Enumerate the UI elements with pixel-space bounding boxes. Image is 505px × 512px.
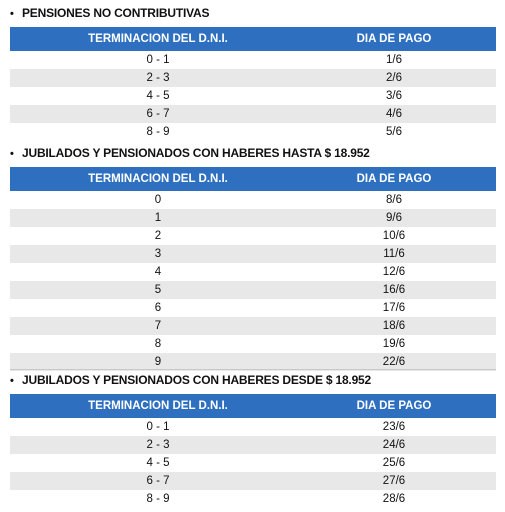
table-header-row	[10, 394, 496, 418]
bullet-marker: •	[10, 375, 14, 387]
table-row	[10, 209, 496, 227]
dni-cell: 8	[154, 338, 162, 350]
table-row	[10, 191, 496, 209]
dni-cell: 5	[10, 281, 320, 299]
date-cell: 11/6	[320, 245, 496, 263]
table-row	[10, 51, 496, 69]
date-cell: 19/6	[382, 338, 406, 350]
table-divider	[10, 369, 496, 370]
dni-cell: 6	[154, 302, 162, 314]
table-row	[10, 281, 496, 299]
table-row	[10, 87, 496, 105]
dni-cell: 2 - 3	[10, 69, 320, 87]
date-cell: 22/6	[320, 353, 496, 371]
dni-cell: 4 - 5	[146, 457, 170, 469]
table-haberes-desde	[10, 394, 496, 508]
table-header-row	[10, 167, 496, 191]
table-row	[10, 317, 496, 335]
dni-cell: 2	[154, 230, 162, 242]
table-row	[10, 245, 496, 263]
bullet-marker: •	[10, 8, 14, 20]
dni-cell: 6 - 7	[10, 105, 320, 123]
date-cell: 2/6	[320, 69, 496, 87]
dni-cell: 3	[10, 245, 320, 263]
dni-cell: 8 - 9	[146, 126, 170, 138]
dni-cell: 7	[10, 317, 320, 335]
table-row	[10, 418, 496, 436]
section-title-pensiones-no-contributivas: • PENSIONES NO CONTRIBUTIVAS	[10, 6, 210, 20]
date-cell: 9/6	[320, 209, 496, 227]
table-header-row	[10, 27, 496, 51]
date-cell: 17/6	[382, 302, 406, 314]
dni-cell: 6 - 7	[10, 472, 320, 490]
table-row	[10, 227, 496, 245]
section-title-haberes-hasta: • JUBILADOS Y PENSIONADOS CON HABERES HASTA $ 18.952	[10, 146, 370, 160]
table-haberes-hasta	[10, 167, 496, 371]
table-row	[10, 69, 496, 87]
dni-cell: 4	[154, 266, 162, 278]
column-header-dia-de-pago: DIA DE PAGO	[320, 394, 496, 418]
dni-cell: 4 - 5	[146, 90, 170, 102]
date-cell: 1/6	[386, 54, 402, 66]
table-row	[10, 472, 496, 490]
dni-cell: 0 - 1	[146, 421, 170, 433]
column-header-dni: TERMINACION DEL D.N.I.	[10, 394, 320, 418]
table-row	[10, 436, 496, 454]
column-header-dia-de-pago: DIA DE PAGO	[320, 27, 496, 51]
date-cell: 18/6	[320, 317, 496, 335]
table-row	[10, 299, 496, 317]
bullet-marker: •	[10, 148, 14, 160]
date-cell: 27/6	[320, 472, 496, 490]
section-title-haberes-desde: • JUBILADOS Y PENSIONADOS CON HABERES DESDE $ 18.952	[10, 373, 371, 387]
dni-cell: 2 - 3	[10, 436, 320, 454]
table-row	[10, 263, 496, 281]
table-row	[10, 123, 496, 141]
date-cell: 12/6	[382, 266, 406, 278]
dni-cell: 8 - 9	[146, 493, 170, 505]
dni-cell: 0 - 1	[146, 54, 170, 66]
date-cell: 16/6	[320, 281, 496, 299]
column-header-dni: TERMINACION DEL D.N.I.	[10, 167, 320, 191]
date-cell: 5/6	[386, 126, 402, 138]
date-cell: 28/6	[382, 493, 406, 505]
dni-cell: 1	[10, 209, 320, 227]
date-cell: 3/6	[386, 90, 402, 102]
date-cell: 23/6	[382, 421, 406, 433]
dni-cell: 0	[154, 194, 162, 206]
dni-cell: 9	[10, 353, 320, 371]
date-cell: 25/6	[382, 457, 406, 469]
column-header-dni: TERMINACION DEL D.N.I.	[10, 27, 320, 51]
date-cell: 24/6	[320, 436, 496, 454]
table-row	[10, 335, 496, 353]
date-cell: 4/6	[320, 105, 496, 123]
table-row	[10, 490, 496, 508]
table-pensiones-no-contributivas	[10, 27, 496, 141]
table-row	[10, 454, 496, 472]
date-cell: 10/6	[382, 230, 406, 242]
table-row	[10, 105, 496, 123]
column-header-dia-de-pago: DIA DE PAGO	[320, 167, 496, 191]
date-cell: 8/6	[386, 194, 402, 206]
